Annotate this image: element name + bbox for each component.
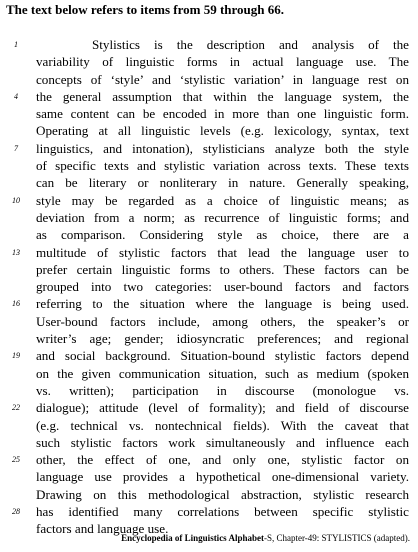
passage-line <box>0 192 418 209</box>
line-text: linguistics, and intonation), stylisticians analyze both the style <box>36 140 409 156</box>
line-number: 4 <box>14 91 18 101</box>
line-text: and social background. Situation-bound stylistic factors depend <box>36 348 409 364</box>
line-text: Operating at all linguistic levels (e.g. lexicology, syntax, text <box>36 123 409 139</box>
source-detail: -S, Chapter-49: STYLISTICS (adapted). <box>263 533 410 543</box>
source-citation <box>121 532 410 544</box>
line-text: has identified many correlations between specific stylistic <box>36 504 409 520</box>
passage-line <box>0 71 418 88</box>
line-number: 19 <box>12 351 20 361</box>
passage-line <box>0 468 418 485</box>
passage-line <box>0 330 418 347</box>
source-title: Encyclopedia of Linguistics Alphabet <box>121 533 264 543</box>
passage-line <box>0 157 418 174</box>
passage-line <box>0 88 418 105</box>
passage-line <box>0 105 418 122</box>
line-text: prefer certain linguistic forms to others. These factors can be <box>36 261 409 277</box>
line-text: other, the effect of one, and only one, stylistic factor on <box>36 452 409 468</box>
line-text: the general assumption that within the language system, the <box>36 88 409 104</box>
line-text: such stylistic factors work simultaneously and influence each <box>36 434 409 450</box>
passage-line <box>0 295 418 312</box>
line-number: 16 <box>12 299 20 309</box>
line-text: as comparison. Considering style as choice, there are a <box>36 227 409 243</box>
passage-line <box>0 434 418 451</box>
passage-line <box>0 451 418 468</box>
line-text: User-bound factors include, among others, the speaker’s or <box>36 313 409 329</box>
line-text: Drawing on this methodological abstraction, stylistic research <box>36 486 409 502</box>
line-text: of specific texts and stylistic variation across texts. These texts <box>36 158 409 174</box>
line-text: (e.g. technical vs. nontechnical fields). With the caveat that <box>36 417 409 433</box>
line-text: dialogue); attitude (level of formality); and field of discourse <box>36 400 409 416</box>
line-text: referring to the situation where the language is being used. <box>36 296 409 312</box>
passage-line <box>0 347 418 364</box>
passage-body <box>0 36 418 538</box>
passage-line <box>0 486 418 503</box>
line-text: vs. written); participation in discourse (monologue vs. <box>36 382 409 398</box>
passage-line <box>0 53 418 70</box>
line-number: 25 <box>12 455 20 465</box>
line-number: 7 <box>14 143 18 153</box>
line-text: concepts of ‘style’ and ‘stylistic variation’ in language rest on <box>36 71 409 87</box>
line-text: writer’s age; gender; idiosyncratic preferences; and regional <box>36 331 409 347</box>
passage-line <box>0 209 418 226</box>
passage-line <box>0 261 418 278</box>
line-number: 10 <box>12 195 20 205</box>
line-text: can be literary or nonliterary in nature. Generally speaking, <box>36 175 409 191</box>
passage-line <box>0 226 418 243</box>
line-number: 22 <box>12 403 20 413</box>
line-text: language use provides a hypothetical one-dimensional variety. <box>36 469 409 485</box>
line-text: factors and language use. <box>36 521 169 537</box>
line-number: 28 <box>12 507 20 517</box>
line-text: same content can be encoded in more than one linguistic form. <box>36 106 409 122</box>
line-text: multitude of stylistic factors that lead the language user to <box>36 244 409 260</box>
line-text: deviation from a norm; as recurrence of linguistic forms; and <box>36 209 409 225</box>
passage-line <box>0 503 418 520</box>
line-text: grouped into two categories: user-bound factors and factors <box>36 279 409 295</box>
passage-line <box>0 313 418 330</box>
line-text: on the given communication situation, such as medium (spoken <box>36 365 409 381</box>
passage-line <box>0 417 418 434</box>
passage-line <box>0 399 418 416</box>
passage-line <box>0 278 418 295</box>
passage-line <box>0 36 418 53</box>
passage-line <box>0 140 418 157</box>
line-number: 13 <box>12 247 20 257</box>
passage-header: The text below refers to items from 59 through 66. <box>6 2 285 17</box>
passage-line <box>0 365 418 382</box>
passage-line <box>0 174 418 191</box>
passage-line <box>0 382 418 399</box>
line-number: 1 <box>14 40 18 49</box>
passage-line <box>0 244 418 261</box>
line-text: variability of linguistic forms in actual language use. The <box>36 54 409 70</box>
line-text: style may be regarded as a choice of linguistic means; as <box>36 192 409 208</box>
line-text: Stylistics is the description and analysis of the <box>92 37 409 52</box>
passage-line <box>0 122 418 139</box>
